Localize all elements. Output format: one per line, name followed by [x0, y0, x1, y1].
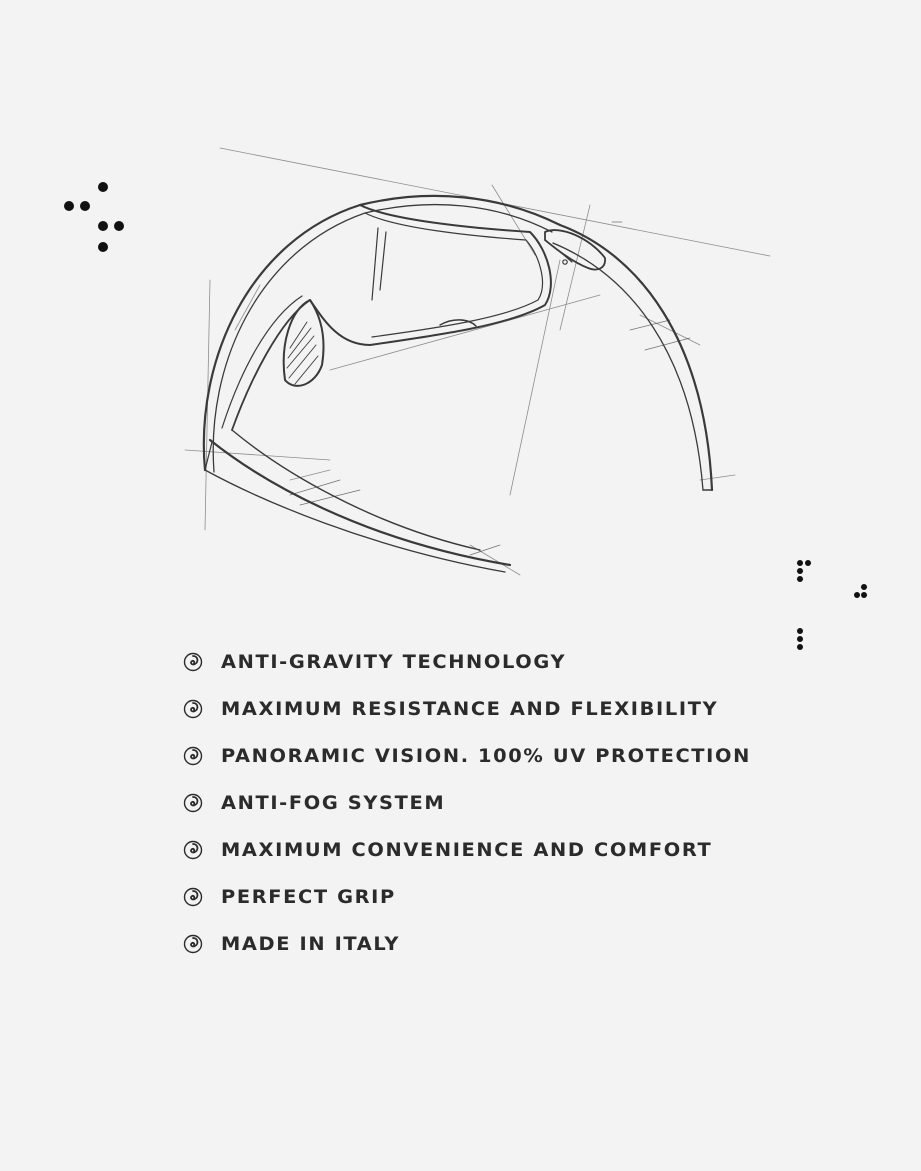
- swirl-icon: [183, 746, 203, 766]
- feature-label: ANTI-FOG SYSTEM: [221, 791, 446, 814]
- feature-list: [183, 638, 751, 967]
- swirl-icon: [183, 840, 203, 860]
- swirl-icon: [183, 887, 203, 907]
- feature-item: [183, 732, 751, 779]
- feature-label: MAXIMUM RESISTANCE AND FLEXIBILITY: [221, 697, 719, 720]
- feature-label: MAXIMUM CONVENIENCE AND COMFORT: [221, 838, 713, 861]
- swirl-icon: [183, 699, 203, 719]
- feature-label: PERFECT GRIP: [221, 885, 396, 908]
- feature-item: [183, 873, 741, 920]
- feature-label: PANORAMIC VISION. 100% UV PROTECTION: [221, 744, 751, 767]
- swirl-icon: [183, 652, 203, 672]
- feature-item: [183, 638, 741, 685]
- feature-item: [183, 779, 741, 826]
- swirl-icon: [183, 793, 203, 813]
- feature-item: [183, 685, 741, 732]
- feature-label: MADE IN ITALY: [221, 932, 401, 955]
- swirl-icon: [183, 934, 203, 954]
- feature-item: [183, 920, 741, 967]
- feature-item: [183, 826, 741, 873]
- feature-label: ANTI-GRAVITY TECHNOLOGY: [221, 650, 567, 673]
